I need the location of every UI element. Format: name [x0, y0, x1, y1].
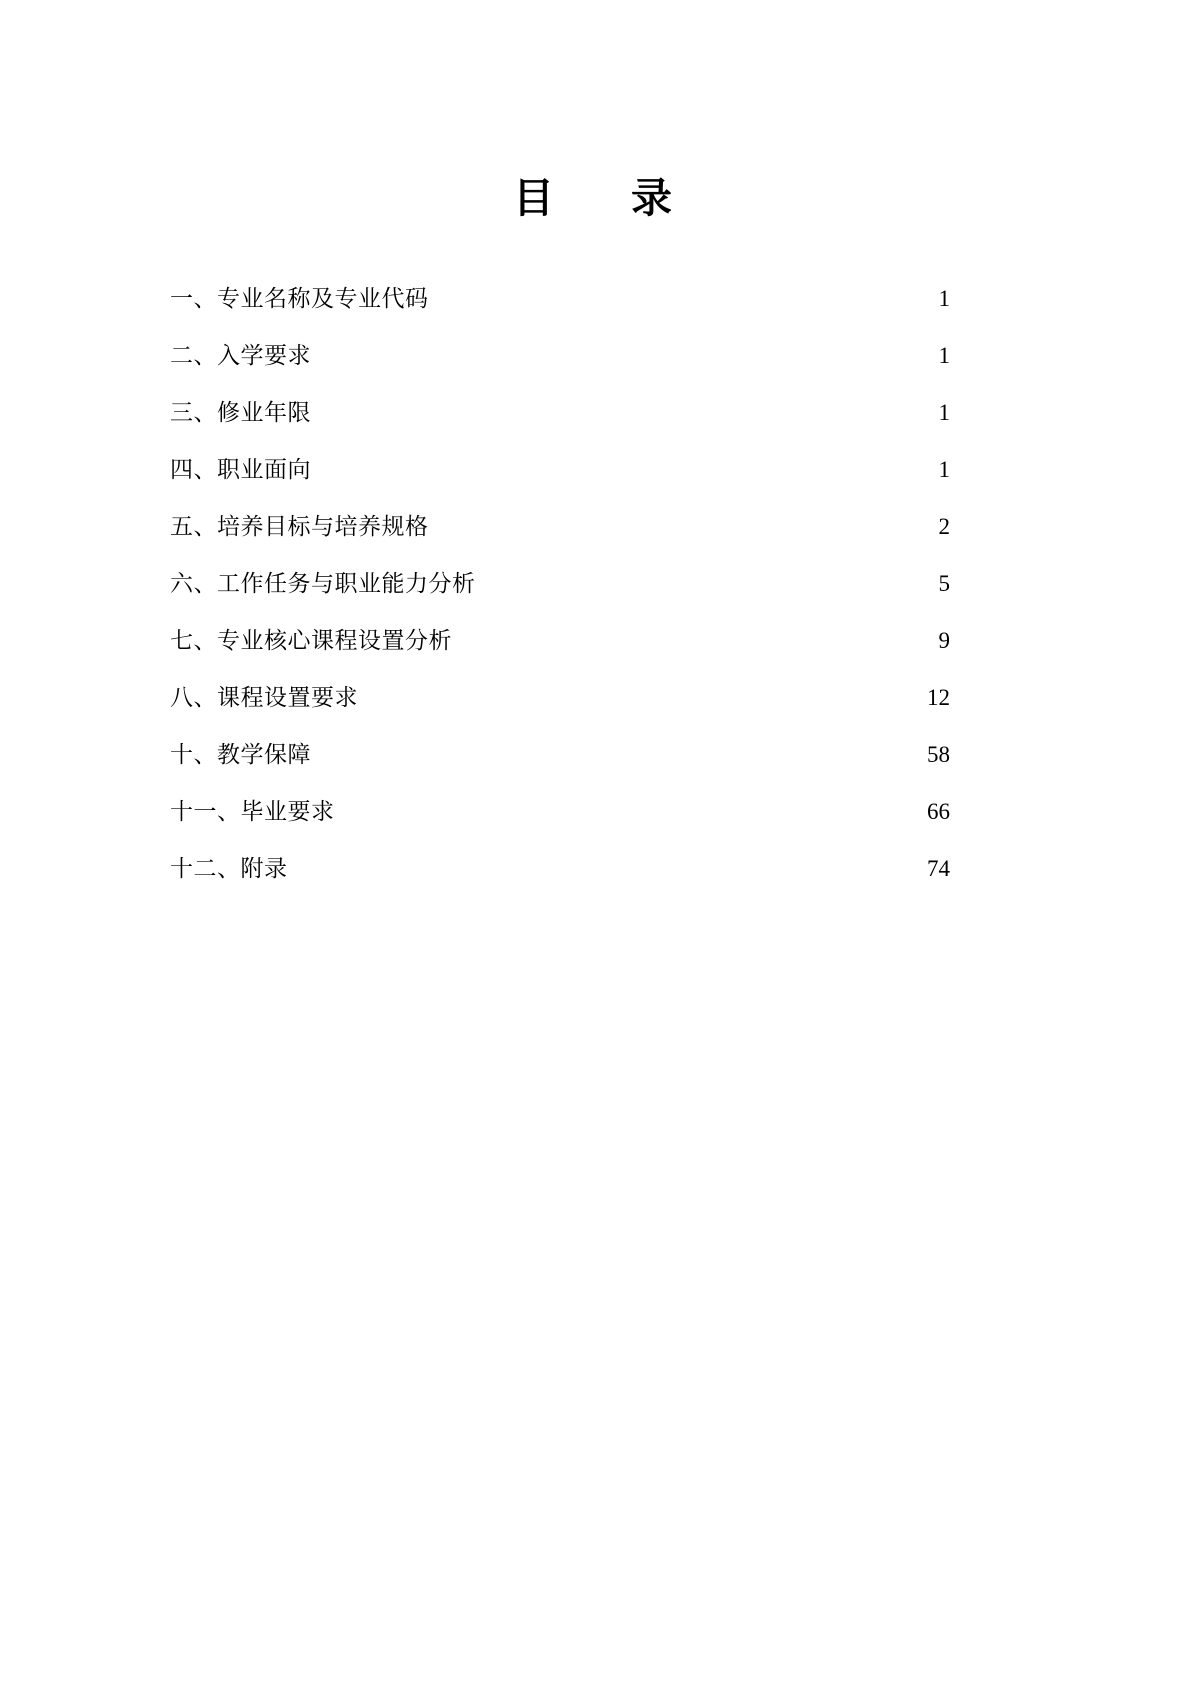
toc-entry-page: 74 — [927, 856, 950, 881]
toc-entry-page: 9 — [938, 628, 950, 653]
toc-entry[interactable] — [170, 726, 950, 783]
toc-entry-label: 八、课程设置要求 — [170, 684, 358, 710]
toc-entry-page: 1 — [938, 400, 950, 425]
toc-entry-label: 三、修业年限 — [170, 399, 311, 425]
toc-entry[interactable] — [170, 783, 950, 840]
toc-entry-page: 1 — [938, 343, 950, 368]
toc-entry-label: 四、职业面向 — [170, 456, 311, 482]
toc-leader-dots — [314, 739, 912, 762]
toc-entry-label: 一、专业名称及专业代码 — [170, 285, 429, 311]
toc-leader-dots — [314, 397, 912, 420]
toc-leader-dots — [314, 454, 912, 477]
toc-entry[interactable] — [170, 384, 950, 441]
toc-entry-page: 2 — [938, 514, 950, 539]
toc-entry[interactable] — [170, 441, 950, 498]
toc-leader-dots — [361, 682, 912, 705]
toc-entry-label: 二、入学要求 — [170, 342, 311, 368]
toc-leader-dots — [432, 283, 913, 306]
toc-leader-dots — [314, 340, 912, 363]
table-of-contents — [170, 270, 950, 897]
toc-leader-dots — [455, 625, 912, 648]
toc-entry[interactable] — [170, 669, 950, 726]
toc-entry-label: 六、工作任务与职业能力分析 — [170, 570, 476, 596]
toc-entry[interactable] — [170, 327, 950, 384]
toc-leader-dots — [432, 511, 913, 534]
toc-entry[interactable] — [170, 612, 950, 669]
toc-entry-page: 5 — [938, 571, 950, 596]
toc-entry-label: 十、教学保障 — [170, 741, 311, 767]
toc-entry[interactable] — [170, 555, 950, 612]
toc-entry[interactable] — [170, 498, 950, 555]
toc-entry-page: 58 — [927, 742, 950, 767]
toc-entry-page: 1 — [938, 457, 950, 482]
toc-entry-page: 66 — [927, 799, 950, 824]
toc-entry-page: 12 — [927, 685, 950, 710]
toc-entry[interactable] — [170, 270, 950, 327]
toc-entry-label: 五、培养目标与培养规格 — [170, 513, 429, 539]
toc-entry-label: 十二、附录 — [170, 855, 288, 881]
toc-entry-label: 十一、毕业要求 — [170, 798, 335, 824]
toc-entry[interactable] — [170, 840, 950, 897]
toc-leader-dots — [291, 853, 913, 876]
toc-entry-page: 1 — [938, 286, 950, 311]
toc-leader-dots — [338, 796, 913, 819]
toc-leader-dots — [479, 568, 913, 591]
page-title: 目 录 — [513, 175, 690, 221]
toc-entry-label: 七、专业核心课程设置分析 — [170, 627, 452, 653]
